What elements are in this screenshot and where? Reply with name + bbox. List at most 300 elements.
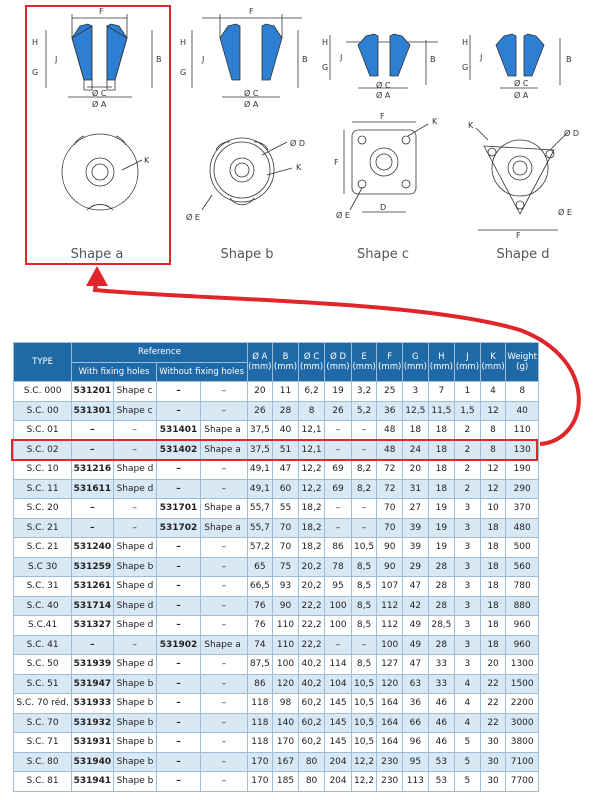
dim-d: Ø D [564,129,579,138]
table-row [14,733,539,753]
table-cell: 127 [377,655,403,675]
table-cell: 3 [455,499,481,519]
dim-f: F [249,7,254,16]
table-cell: 28 [273,401,299,421]
table-cell: 531902 [156,635,201,655]
table-cell: – [325,518,351,538]
table-cell: – [201,713,247,733]
table-cell: 49 [403,635,429,655]
table-cell: 37,5 [247,421,273,441]
table-cell: 5,2 [351,401,377,421]
table-cell: 107 [377,577,403,597]
table-cell: 70 [377,518,403,538]
table-cell: 39 [403,538,429,558]
table-cell: 5 [455,772,481,792]
table-cell: 70 [377,499,403,519]
table-cell: 145 [325,733,351,753]
table-cell: 1,5 [455,401,481,421]
table-cell: Shape d [113,538,156,558]
table-cell: 18,2 [298,499,324,519]
dim-a: Ø A [92,100,107,109]
dim-h: H [180,38,187,47]
table-cell: 560 [506,557,539,577]
table-cell: – [201,596,247,616]
dim-d: D [380,203,387,212]
table-cell: 20 [480,655,506,675]
table-cell: 12,5 [403,401,429,421]
table-cell: 170 [273,733,299,753]
table-cell: 40 [273,421,299,441]
table-cell: – [113,499,156,519]
table-cell: – [201,382,247,402]
table-cell: 3 [455,635,481,655]
table-cell: 5 [455,752,481,772]
table-cell: 8 [298,401,324,421]
table-cell: 72 [377,479,403,499]
table-cell: 3,2 [351,382,377,402]
table-cell: Shape b [113,674,156,694]
table-cell: 3 [455,596,481,616]
table-cell: – [156,557,201,577]
table-cell: 10 [480,499,506,519]
table-row [14,499,539,519]
table-cell: 3 [455,616,481,636]
dim-h: H [322,38,329,47]
table-cell: 3 [455,577,481,597]
table-cell: 20,2 [298,557,324,577]
table-cell: 2 [455,479,481,499]
table-cell: – [156,733,201,753]
table-cell: 3800 [506,733,539,753]
table-cell: 18 [480,538,506,558]
table-cell: 2 [455,421,481,441]
table-cell: 18,2 [298,518,324,538]
table-cell: 531216 [72,460,113,480]
table-cell: 42 [403,596,429,616]
table-cell: 18 [428,479,454,499]
table-cell: 10,5 [351,713,377,733]
table-cell: 118 [247,713,273,733]
table-cell: 33 [428,655,454,675]
table-cell: Shape b [113,733,156,753]
table-cell: 8 [506,382,539,402]
table-cell: S.C. 21 [14,538,72,558]
table-cell: S.C. 11 [14,479,72,499]
table-cell: 86 [247,674,273,694]
table-cell: – [351,635,377,655]
table-cell: S.C. 80 [14,752,72,772]
table-cell: 170 [247,752,273,772]
table-cell: 12,2 [298,479,324,499]
table-cell: 22 [480,713,506,733]
table-cell: 22 [480,674,506,694]
table-cell: 3 [403,382,429,402]
table-cell: 19 [325,382,351,402]
table-cell: 70 [273,538,299,558]
table-cell: 70 [273,518,299,538]
table-cell: 531261 [72,577,113,597]
table-row [14,518,539,538]
table-row [14,421,539,441]
table-cell: – [156,655,201,675]
table-cell: 1500 [506,674,539,694]
table-cell: 230 [377,752,403,772]
col-j: J (mm) [455,343,481,382]
table-cell: 8,5 [351,577,377,597]
table-cell: Shape b [113,752,156,772]
table-cell: 12,1 [298,421,324,441]
table-cell: 2200 [506,694,539,714]
dim-g: G [180,68,187,77]
table-cell: – [156,713,201,733]
table-cell: 8,5 [351,596,377,616]
table-cell: 18 [480,557,506,577]
table-cell: – [156,577,201,597]
table-cell: – [201,577,247,597]
table-cell: 18 [480,518,506,538]
table-cell: 28 [428,577,454,597]
table-cell: 531402 [156,440,201,460]
table-cell: – [156,596,201,616]
table-cell: 7100 [506,752,539,772]
table-cell: 39 [403,518,429,538]
dim-f-top: F [380,112,385,121]
table-cell: 30 [480,772,506,792]
table-cell: 3 [455,518,481,538]
table-cell: 49,1 [247,479,273,499]
col-e: E (mm) [351,343,377,382]
dim-f-side: F [334,158,339,167]
table-cell: Shape b [113,557,156,577]
table-cell: S.C. 00 [14,401,72,421]
table-cell: 4 [455,713,481,733]
table-cell: 19 [428,538,454,558]
table-cell: 78 [325,557,351,577]
table-cell: S.C. 01 [14,421,72,441]
table-cell: – [156,460,201,480]
table-cell: 100 [377,635,403,655]
table-cell: 47 [403,655,429,675]
dim-b: B [302,55,308,64]
table-cell: 11,5 [428,401,454,421]
dim-e: Ø E [336,211,350,220]
table-cell: S.C. 10 [14,460,72,480]
table-cell: 1300 [506,655,539,675]
table-cell: – [201,655,247,675]
table-cell: 95 [403,752,429,772]
dim-c: Ø C [514,79,529,88]
table-cell: 531301 [72,401,113,421]
table-cell: S.C. 31 [14,577,72,597]
table-cell: 4 [455,674,481,694]
table-cell: 12,1 [298,440,324,460]
table-cell: 3 [455,655,481,675]
table-cell: 170 [247,772,273,792]
table-cell: – [201,479,247,499]
table-cell: S.C. 81 [14,772,72,792]
dim-g: G [322,63,329,72]
dim-a: Ø A [514,91,529,100]
table-cell: 7 [428,382,454,402]
table-cell: 19 [428,499,454,519]
table-cell: 90 [377,557,403,577]
table-row [14,694,539,714]
table-cell: – [325,421,351,441]
table-cell: S.C. 50 [14,655,72,675]
table-cell: 960 [506,616,539,636]
dim-g: G [32,68,39,77]
table-cell: 6,2 [298,382,324,402]
table-cell: Shape c [113,382,156,402]
col-without-fixing: Without fixing holes [156,362,247,382]
table-cell: – [72,518,113,538]
table-cell: 48 [377,421,403,441]
table-cell: 12 [480,401,506,421]
table-cell: 63 [403,674,429,694]
col-b: B (mm) [273,343,299,382]
table-cell: 28 [428,557,454,577]
table-row [14,655,539,675]
table-cell: 28 [428,635,454,655]
table-cell: Shape b [113,772,156,792]
dim-c: Ø C [244,89,259,98]
col-reference: Reference [72,343,247,363]
table-cell: 31 [403,479,429,499]
table-cell: – [201,694,247,714]
table-cell: 531240 [72,538,113,558]
table-row [14,752,539,772]
table-cell: S.C. 000 [14,382,72,402]
table-cell: 164 [377,733,403,753]
table-cell: 8,5 [351,616,377,636]
table-cell: 93 [273,577,299,597]
table-cell: 20 [403,460,429,480]
table-cell: 140 [273,713,299,733]
table-cell: – [325,499,351,519]
table-row [14,772,539,792]
table-cell: 46 [428,694,454,714]
table-cell: S.C. 71 [14,733,72,753]
table-cell: – [156,752,201,772]
table-cell: 1 [455,382,481,402]
dim-d: Ø D [290,139,305,148]
dim-k: K [144,156,150,165]
table-cell: 190 [506,460,539,480]
table-cell: – [156,772,201,792]
table-row [14,713,539,733]
col-h: H (mm) [428,343,454,382]
table-row [14,382,539,402]
table-cell: – [201,752,247,772]
table-cell: Shape d [113,596,156,616]
table-cell: 120 [377,674,403,694]
table-cell: 130 [506,440,539,460]
table-cell: S.C. 02 [14,440,72,460]
table-cell: 20,2 [298,577,324,597]
table-cell: Shape d [113,655,156,675]
table-cell: 18 [403,421,429,441]
table-cell: 87,5 [247,655,273,675]
col-k: K (mm) [480,343,506,382]
table-cell: 30 [480,733,506,753]
table-cell: 33 [428,674,454,694]
table-cell: – [201,733,247,753]
table-row [14,557,539,577]
table-cell: 164 [377,713,403,733]
table-cell: 48 [377,440,403,460]
table-cell: 90 [273,596,299,616]
table-cell: – [156,382,201,402]
table-cell: 145 [325,713,351,733]
table-cell: S.C. 20 [14,499,72,519]
table-cell: 10,5 [351,733,377,753]
table-cell: 66,5 [247,577,273,597]
dim-g: G [462,63,469,72]
table-cell: – [351,421,377,441]
table-cell: 76 [247,596,273,616]
table-row [14,577,539,597]
table-cell: Shape a [201,440,247,460]
table-cell: 110 [273,616,299,636]
table-cell: Shape d [113,577,156,597]
table-cell: 531401 [156,421,201,441]
table-cell: 370 [506,499,539,519]
table-cell: 531941 [72,772,113,792]
table-cell: S.C. 51 [14,674,72,694]
table-cell: 145 [325,694,351,714]
table-cell: 185 [273,772,299,792]
table-cell: 18 [428,460,454,480]
table-cell: – [201,616,247,636]
table-row [14,460,539,480]
table-cell: 74 [247,635,273,655]
table-cell: 230 [377,772,403,792]
table-cell: 22,2 [298,596,324,616]
table-cell: 3000 [506,713,539,733]
col-type: TYPE [14,343,72,382]
table-cell: Shape a [201,518,247,538]
table-cell: 30 [480,752,506,772]
table-cell: 3 [455,538,481,558]
table-cell: 69 [325,460,351,480]
table-cell: 90 [377,538,403,558]
table-cell: 27 [403,499,429,519]
table-cell: – [201,772,247,792]
dim-e: Ø E [558,208,572,217]
table-cell: 18 [480,616,506,636]
table-cell: 47 [403,577,429,597]
table-cell: 53 [428,752,454,772]
table-cell: 18 [480,596,506,616]
table-cell: – [325,635,351,655]
col-g: G (mm) [403,343,429,382]
table-cell: 100 [273,655,299,675]
table-cell: – [156,616,201,636]
table-row [14,440,539,460]
table-cell: Shape b [113,713,156,733]
table-cell: 112 [377,596,403,616]
table-cell: 40 [506,401,539,421]
table-cell: 22 [480,694,506,714]
table-cell: 29 [403,557,429,577]
table-cell: Shape c [113,401,156,421]
col-with-fixing: With fixing holes [72,362,156,382]
table-cell: 95 [325,577,351,597]
table-cell: – [325,440,351,460]
table-cell: 37,5 [247,440,273,460]
table-cell: – [201,557,247,577]
table-cell: 49,1 [247,460,273,480]
table-cell: 66 [403,713,429,733]
table-cell: 98 [273,694,299,714]
table-cell: 531611 [72,479,113,499]
table-cell: – [72,440,113,460]
table-cell: 960 [506,635,539,655]
table-cell: 18,2 [298,538,324,558]
table-cell: – [156,694,201,714]
dim-k: K [296,163,302,172]
table-cell: – [156,401,201,421]
table-cell: 4 [455,694,481,714]
col-a: Ø A (mm) [247,343,273,382]
table-cell: 36 [377,401,403,421]
table-row [14,538,539,558]
table-cell: 114 [325,655,351,675]
shape-d-label: Shape d [496,247,550,262]
table-row [14,616,539,636]
table-cell: 100 [325,596,351,616]
table-cell: 2 [455,440,481,460]
dim-b: B [430,55,436,64]
table-cell: Shape a [201,499,247,519]
col-f: F (mm) [377,343,403,382]
product-table [13,342,539,792]
table-row [14,401,539,421]
table-cell: 72 [377,460,403,480]
table-cell: 40,2 [298,674,324,694]
table-cell: S.C. 41 [14,635,72,655]
table-cell: 60,2 [298,713,324,733]
table-cell: 19 [428,518,454,538]
dim-j: J [202,55,205,64]
table-cell: Shape a [201,421,247,441]
table-cell: 76 [247,616,273,636]
table-cell: 12,2 [351,772,377,792]
table-cell: – [113,440,156,460]
table-cell: 65 [247,557,273,577]
table-cell: 10,5 [351,538,377,558]
table-cell: 113 [403,772,429,792]
table-cell: 531201 [72,382,113,402]
table-cell: – [156,674,201,694]
table-cell: 36 [403,694,429,714]
table-cell: 8,2 [351,479,377,499]
table-cell: 80 [298,772,324,792]
table-cell: 46 [428,713,454,733]
table-cell: 167 [273,752,299,772]
table-cell: 531259 [72,557,113,577]
shape-c-label: Shape c [357,247,409,262]
table-cell: 55,7 [247,518,273,538]
table-cell: 8,5 [351,557,377,577]
col-c: Ø C (mm) [298,343,324,382]
dim-k: K [468,121,474,130]
table-cell: S.C. 21 [14,518,72,538]
dim-h: H [32,38,39,47]
table-cell: 531327 [72,616,113,636]
table-cell: 22,2 [298,616,324,636]
table-cell: – [72,421,113,441]
